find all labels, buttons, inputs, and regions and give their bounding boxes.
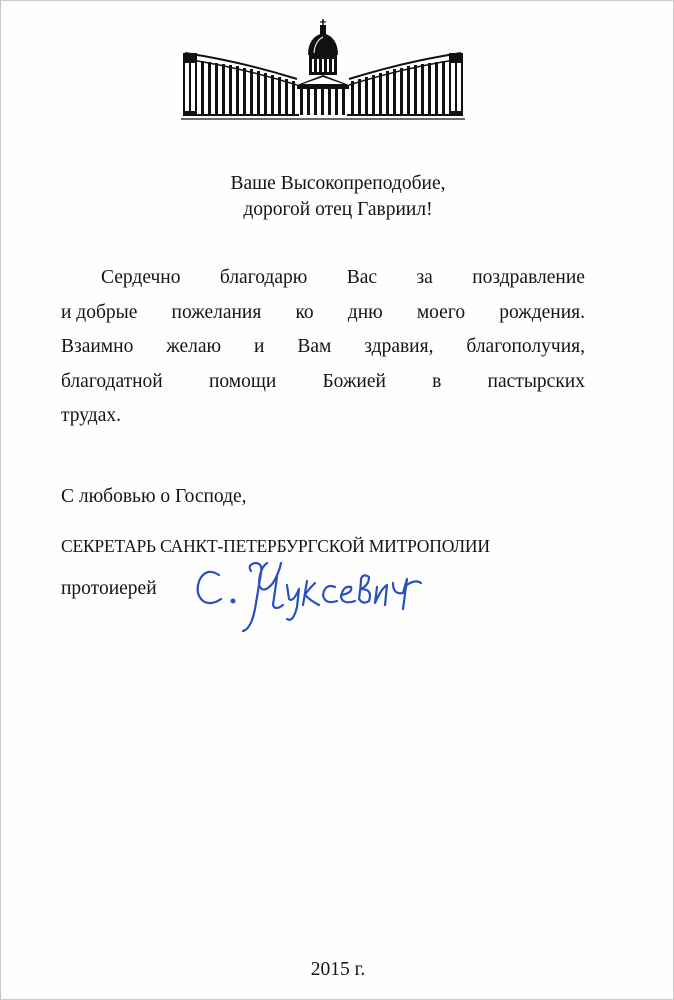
letter-body (61, 261, 585, 434)
handwritten-signature-icon (189, 549, 439, 639)
sender-rank: протоиерей (61, 578, 157, 599)
letter-year: 2015 г. (310, 959, 366, 980)
body-word: и (254, 336, 265, 357)
body-word: пожелания (171, 301, 262, 323)
body-line-1 (61, 261, 585, 296)
body-word: Взаимно (61, 336, 134, 357)
body-word: ко (295, 301, 314, 323)
body-word: рождения. (499, 301, 585, 323)
body-word: дню (347, 301, 383, 323)
body-word: моего (416, 301, 466, 323)
body-word: помощи (208, 370, 277, 392)
body-word: за (416, 267, 433, 288)
salutation-line-2: дорогой отец Гавриил! (243, 199, 433, 220)
body-line-5 (61, 399, 585, 434)
body-word: благодарю (219, 267, 308, 288)
body-word: желаю (166, 336, 222, 357)
body-word: Вам (297, 336, 332, 357)
body-word: благополучия, (466, 336, 585, 357)
body-word: поздравление (472, 267, 585, 288)
body-word: Божией (322, 370, 386, 392)
body-word: пастырских (487, 370, 585, 392)
body-word: благодатной (61, 370, 163, 392)
body-word: и добрые (61, 301, 138, 323)
body-word: здравия, (364, 336, 434, 357)
sender-position: СЕКРЕТАРЬ САНКТ-ПЕТЕРБУРГСКОЙ МИТРОПОЛИИ (61, 536, 490, 556)
body-word: Сердечно (101, 267, 181, 288)
body-line-2 (61, 296, 585, 331)
salutation-line-1: Ваше Высокопреподобие, (230, 173, 446, 194)
body-line-3 (61, 330, 585, 365)
body-word: Вас (346, 267, 378, 288)
body-line-4 (61, 365, 585, 400)
body-word: трудах. (61, 405, 121, 426)
closing-phrase: С любовью о Господе, (61, 486, 247, 507)
kazan-cathedral-emblem-icon (179, 19, 467, 125)
body-word: в (432, 370, 442, 392)
salutation (1, 171, 674, 223)
